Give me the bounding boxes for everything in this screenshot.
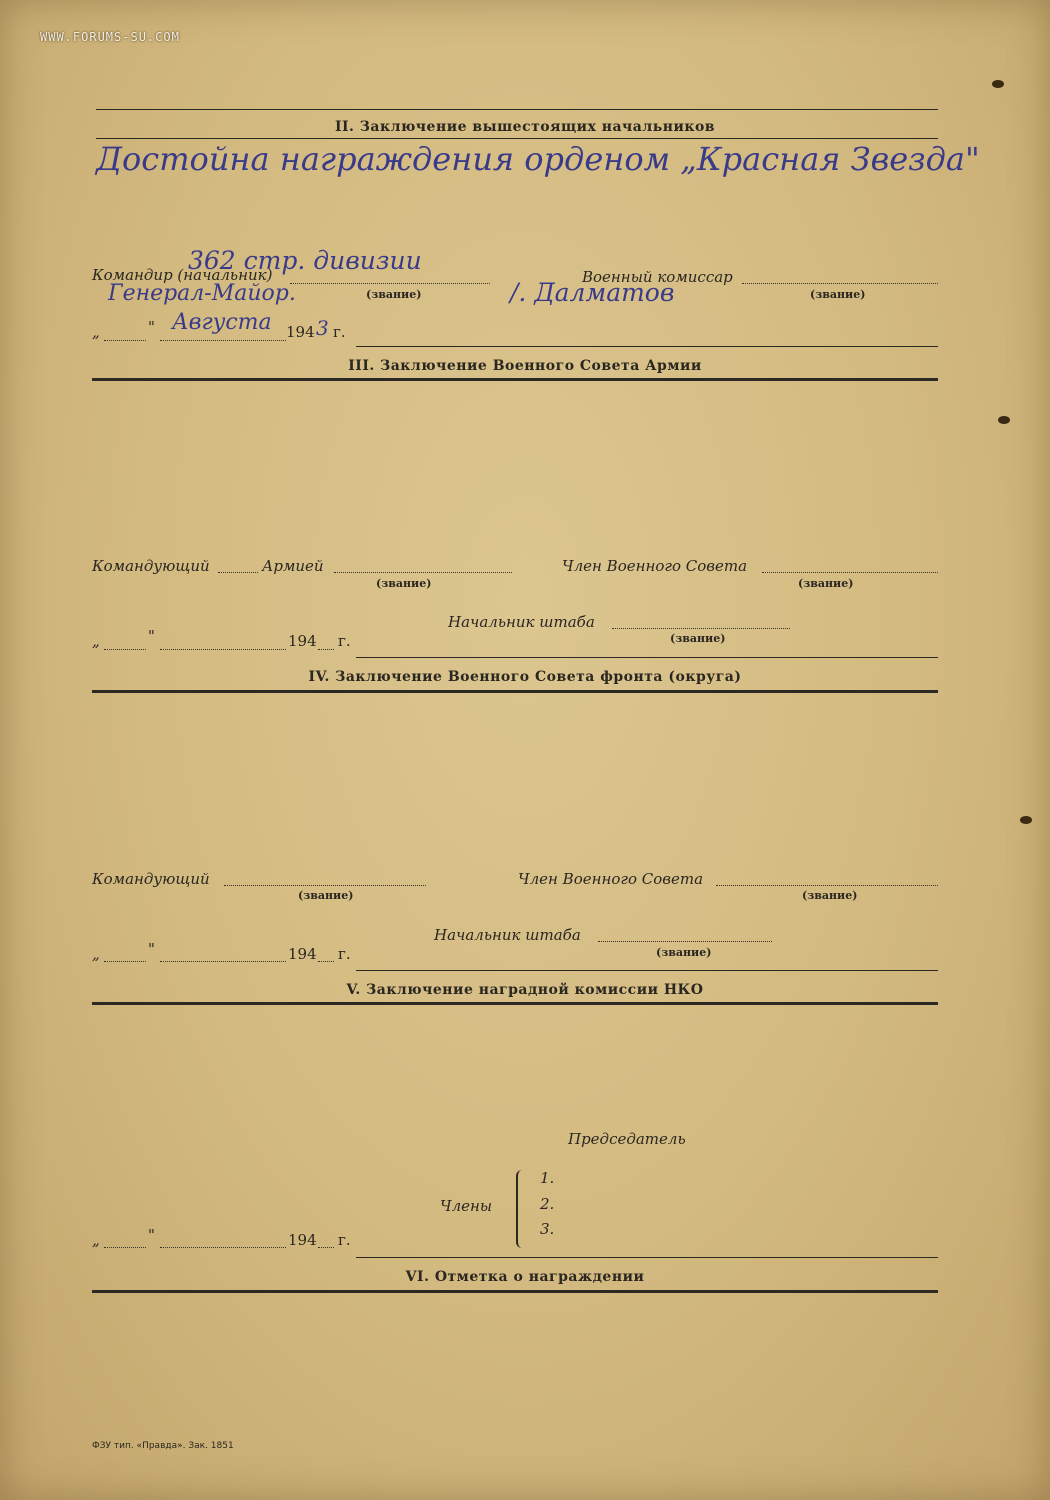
commissar-label: Военный комиссар [582, 268, 733, 286]
divider [96, 109, 938, 110]
fill-line [318, 960, 334, 962]
section-6-heading: VI. Отметка о награждении [405, 1269, 645, 1285]
section-4-heading: IV. Заключение Военного Совета фронта (округа) [308, 669, 742, 685]
member-3: 3. [540, 1220, 555, 1238]
fill-line [290, 282, 490, 284]
front-council-rank-caption: (звание) [802, 889, 858, 902]
section-3-heading: III. Заключение Военного Совета Армии [348, 358, 702, 374]
fill-line [612, 627, 790, 629]
handwritten-conclusion: Достойна награждения орденом „Красная Звезда" [96, 140, 980, 178]
front-date-quote-mid: " [148, 940, 155, 958]
members-label: Члены [440, 1197, 493, 1215]
date-month-handwritten: Августа [172, 310, 272, 335]
punch-hole [992, 80, 1004, 88]
army-label: Армией [262, 557, 324, 575]
commander-unit-handwritten: 362 стр. дивизии [188, 246, 422, 275]
front-chief-label: Начальник штаба [434, 926, 581, 944]
rank-handwritten: Генерал-Майор. [108, 281, 296, 306]
fill-line [598, 940, 772, 942]
front-chief-rank-caption: (звание) [656, 946, 712, 959]
punch-hole [998, 416, 1010, 424]
fill-line [104, 339, 146, 341]
divider [92, 378, 938, 381]
fill-line [224, 884, 426, 886]
fill-line [160, 339, 286, 341]
commander-label: Командир (начальник) [92, 266, 273, 284]
date-suffix: г. [333, 323, 346, 341]
commissar-rank-caption: (звание) [810, 288, 866, 301]
front-commander-label: Командующий [92, 870, 210, 888]
front-date-year: 194 [288, 945, 317, 963]
date-year-printed: 194 [286, 323, 315, 341]
date-year-handwritten: 3 [316, 316, 329, 340]
punch-hole [1020, 816, 1032, 824]
date-quote-mid: " [148, 318, 155, 336]
army-council-rank-caption: (звание) [798, 577, 854, 590]
army-rank-caption: (звание) [376, 577, 432, 590]
divider [356, 657, 938, 658]
member-2: 2. [540, 1195, 555, 1213]
army-commander-label: Командующий [92, 557, 210, 575]
rank-caption: (звание) [366, 288, 422, 301]
nko-date-quote-mid: " [148, 1226, 155, 1244]
divider [356, 970, 938, 971]
fill-line [104, 960, 146, 962]
fill-line [160, 1246, 286, 1248]
front-date-quote-open: „ [92, 945, 100, 963]
divider [92, 1290, 938, 1293]
print-footer: ФЗУ тип. «Правда». Зак. 1851 [92, 1441, 234, 1451]
army-date-year: 194 [288, 632, 317, 650]
army-council-label: Член Военного Совета [562, 557, 748, 575]
fill-line [104, 1246, 146, 1248]
divider [92, 1002, 938, 1005]
army-date-suffix: г. [338, 632, 351, 650]
fill-line [218, 571, 258, 573]
fill-line [104, 648, 146, 650]
divider [96, 138, 938, 139]
front-rank-caption: (звание) [298, 889, 354, 902]
front-date-suffix: г. [338, 945, 351, 963]
date-quote-open: „ [92, 323, 100, 341]
army-date-quote-open: „ [92, 632, 100, 650]
fill-line [334, 571, 512, 573]
divider [92, 690, 938, 693]
member-1: 1. [540, 1169, 555, 1187]
fill-line [160, 960, 286, 962]
section-5-heading: V. Заключение наградной комиссии НКО [346, 982, 704, 998]
fill-line [318, 648, 334, 650]
fill-line [762, 571, 938, 573]
fill-line [318, 1246, 334, 1248]
chairman-label: Председатель [568, 1130, 686, 1148]
nko-date-suffix: г. [338, 1231, 351, 1249]
front-council-label: Член Военного Совета [518, 870, 704, 888]
army-chief-label: Начальник штаба [448, 613, 595, 631]
divider [356, 346, 938, 347]
divider [356, 1257, 938, 1258]
fill-line [716, 884, 938, 886]
army-date-quote-mid: " [148, 627, 155, 645]
signature-handwritten: /. Далматов [510, 278, 675, 307]
army-chief-rank-caption: (звание) [670, 632, 726, 645]
fill-line [160, 648, 286, 650]
members-bracket [516, 1170, 524, 1248]
fill-line [742, 282, 938, 284]
nko-date-quote-open: „ [92, 1231, 100, 1249]
section-2-heading: II. Заключение вышестоящих начальников [334, 119, 716, 135]
nko-date-year: 194 [288, 1231, 317, 1249]
watermark-url: WWW.FORUMS-SU.COM [40, 30, 180, 44]
